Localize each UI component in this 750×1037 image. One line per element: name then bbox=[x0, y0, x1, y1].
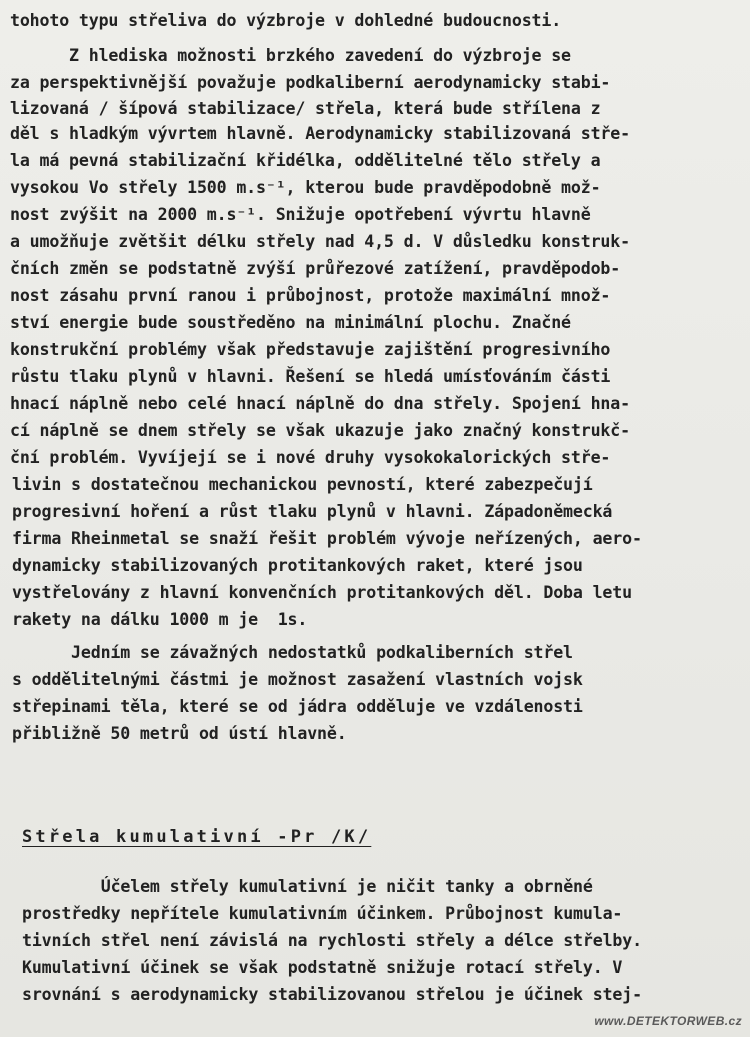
text-line: ční problém. Vyvíjejí se i nové druhy vysokokalorických stře- bbox=[10, 448, 611, 467]
text-line: cí náplně se dnem střely se však ukazuje jako značný konstrukč- bbox=[10, 421, 630, 440]
text-line: střepinami těla, které se od jádra odděluje ve vzdálenosti bbox=[12, 697, 583, 716]
text-line: konstrukční problémy však představuje zajištění progresivního bbox=[10, 340, 611, 359]
text-line: tohoto typu střeliva do výzbroje v dohledné budoucnosti. bbox=[10, 11, 562, 30]
text-line: lizovaná / šípová stabilizace/ střela, která bude střílena z bbox=[10, 99, 601, 118]
section-heading: Střela kumulativní -Pr /K/ bbox=[22, 827, 372, 847]
text-line: Kumulativní účinek se však podstatně snižuje rotací střely. V bbox=[22, 958, 623, 977]
text-line: la má pevná stabilizační křidélka, oddělitelné tělo střely a bbox=[10, 151, 601, 170]
text-line: čních změn se podstatně zvýší průřezové zatížení, pravděpodob- bbox=[10, 259, 621, 278]
text-line: za perspektivnější považuje podkaliberní aerodynamicky stabi- bbox=[10, 73, 611, 92]
text-line: srovnání s aerodynamicky stabilizovanou střelou je účinek stej- bbox=[22, 985, 642, 1004]
text-line: ství energie bude soustředěno na minimální plochu. Značné bbox=[10, 313, 571, 332]
text-line: Z hlediska možnosti brzkého zavedení do výzbroje se bbox=[10, 46, 571, 65]
text-line: firma Rheinmetal se snaží řešit problém vývoje neřízených, aero- bbox=[12, 529, 642, 548]
text-line: tivních střel není závislá na rychlosti střely a délce střelby. bbox=[22, 931, 642, 950]
text-line: progresivní hoření a růst tlaku plynů v hlavni. Západoněmecká bbox=[12, 502, 613, 521]
text-line: Jedním se závažných nedostatků podkaliberních střel bbox=[12, 643, 573, 662]
text-line: vystřelovány z hlavní konvenčních protitankových děl. Doba letu bbox=[12, 583, 632, 602]
text-line: rakety na dálku 1000 m je 1s. bbox=[12, 610, 308, 629]
text-line: prostředky nepřítele kumulativním účinkem. Průbojnost kumula- bbox=[22, 904, 623, 923]
text-line: růstu tlaku plynů v hlavni. Řešení se hledá umísťováním části bbox=[10, 367, 611, 386]
text-line: dynamicky stabilizovaných protitankových raket, které jsou bbox=[12, 556, 583, 575]
text-line: přibližně 50 metrů od ústí hlavně. bbox=[12, 724, 347, 743]
text-line: děl s hladkým vývrtem hlavně. Aerodynamicky stabilizovaná stře- bbox=[10, 124, 630, 143]
text-line: nost zásahu první ranou i průbojnost, protože maximální množ- bbox=[10, 286, 611, 305]
text-line: vysokou Vo střely 1500 m.s⁻¹, kterou bude pravděpodobně mož- bbox=[10, 178, 601, 197]
text-line: s oddělitelnými částmi je možnost zasažení vlastních vojsk bbox=[12, 670, 583, 689]
text-line: nost zvýšit na 2000 m.s⁻¹. Snižuje opotřebení vývrtu hlavně bbox=[10, 205, 591, 224]
text-line: livin s dostatečnou mechanickou pevností, které zabezpečují bbox=[12, 475, 593, 494]
text-line: a umožňuje zvětšit délku střely nad 4,5 d. V důsledku konstruk- bbox=[10, 232, 630, 251]
text-line: Účelem střely kumulativní je ničit tanky a obrněné bbox=[22, 877, 593, 896]
text-line: hnací náplně nebo celé hnací náplně do dna střely. Spojení hna- bbox=[10, 394, 630, 413]
watermark-text: www.DETEKTORWEB.cz bbox=[594, 1014, 742, 1028]
